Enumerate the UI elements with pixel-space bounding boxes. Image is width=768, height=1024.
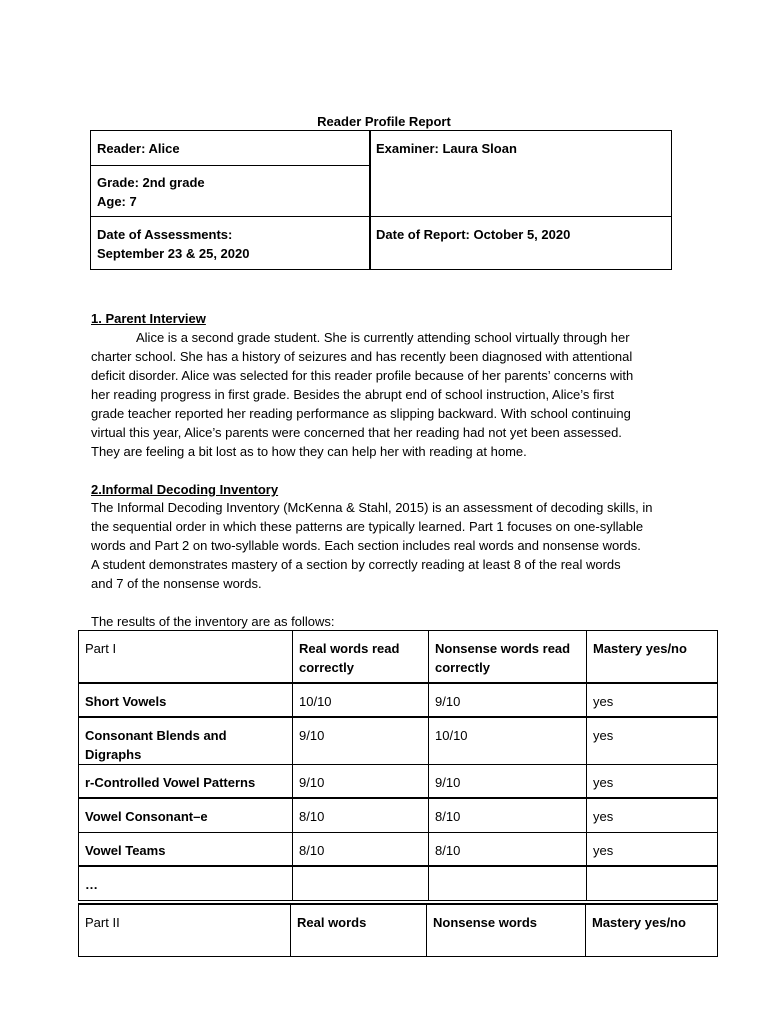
report-date: Date of Report: October 5, 2020 xyxy=(376,227,571,242)
header-divider-vertical xyxy=(369,131,371,269)
skill-cell: … xyxy=(79,866,293,900)
header-mastery: Mastery yes/no xyxy=(586,904,718,956)
nonsense-score-cell: 9/10 xyxy=(429,683,587,717)
paragraph-line: her reading progress in first grade. Besides the abrupt end of school instruction, Alice’s first xyxy=(91,387,614,402)
header-real-words: Real words read correctly xyxy=(293,631,429,683)
paragraph-line: words and Part 2 on two-syllable words. Each section includes real words and nonsense words. xyxy=(91,538,641,553)
table-header-row xyxy=(79,904,718,956)
reader-grade: Grade: 2nd grade xyxy=(97,175,205,190)
mastery-cell: yes xyxy=(587,683,718,717)
nonsense-score-cell: 8/10 xyxy=(429,798,587,832)
mastery-cell: yes xyxy=(587,764,718,798)
table-row xyxy=(79,798,718,832)
decoding-inventory-paragraph xyxy=(91,498,681,593)
paragraph-line: Alice is a second grade student. She is currently attending school virtually through her xyxy=(136,330,630,345)
mastery-cell: yes xyxy=(587,832,718,866)
paragraph-line: A student demonstrates mastery of a section by correctly reading at least 8 of the real words xyxy=(91,557,621,572)
real-score-cell: 9/10 xyxy=(293,764,429,798)
mastery-cell: yes xyxy=(587,717,718,765)
reader-age: Age: 7 xyxy=(97,194,137,209)
table-row xyxy=(79,683,718,717)
skill-cell: Vowel Teams xyxy=(79,832,293,866)
header-mastery: Mastery yes/no xyxy=(587,631,718,683)
header-nonsense-words: Nonsense words xyxy=(427,904,586,956)
table-row xyxy=(79,866,718,900)
part1-results-table xyxy=(78,630,718,901)
page-title: Reader Profile Report xyxy=(317,114,451,129)
real-score-cell: 10/10 xyxy=(293,683,429,717)
paragraph-line: the sequential order in which these patterns are typically learned. Part 1 focuses on one-syllable xyxy=(91,519,644,534)
paragraph-line: The Informal Decoding Inventory (McKenna & Stahl, 2015) is an assessment of decoding skills, in xyxy=(91,500,653,515)
real-score-cell xyxy=(293,866,429,900)
section-heading-parent-interview: 1. Parent Interview xyxy=(91,311,206,326)
table-row xyxy=(79,832,718,866)
assessment-date-label: Date of Assessments: xyxy=(97,227,233,242)
skill-cell: Short Vowels xyxy=(79,683,293,717)
header-real-words: Real words xyxy=(291,904,427,956)
table-header-row xyxy=(79,631,718,683)
paragraph-line: charter school. She has a history of seizures and has recently been diagnosed with attentional xyxy=(91,349,633,364)
header-part: Part I xyxy=(79,631,293,683)
real-score-cell: 8/10 xyxy=(293,798,429,832)
section-heading-decoding-inventory: 2.Informal Decoding Inventory xyxy=(91,482,279,497)
results-intro: The results of the inventory are as follows: xyxy=(91,614,335,629)
skill-cell: r-Controlled Vowel Patterns xyxy=(79,764,293,798)
nonsense-score-cell: 9/10 xyxy=(429,764,587,798)
nonsense-score-cell: 10/10 xyxy=(429,717,587,765)
header-nonsense-words: Nonsense words read correctly xyxy=(429,631,587,683)
real-score-cell: 8/10 xyxy=(293,832,429,866)
real-score-cell: 9/10 xyxy=(293,717,429,765)
paragraph-line: deficit disorder. Alice was selected for this reader profile because of her parents’ concerns with xyxy=(91,368,634,383)
skill-cell: Vowel Consonant–e xyxy=(79,798,293,832)
nonsense-score-cell xyxy=(429,866,587,900)
header-part: Part II xyxy=(79,904,291,956)
reader-name: Reader: Alice xyxy=(97,141,180,156)
header-divider-full xyxy=(91,216,671,217)
paragraph-line: grade teacher reported her reading performance as slipping backward. With school continuing xyxy=(91,406,631,421)
examiner-name: Examiner: Laura Sloan xyxy=(376,141,517,156)
nonsense-score-cell: 8/10 xyxy=(429,832,587,866)
table-row xyxy=(79,717,718,765)
table-row xyxy=(79,764,718,798)
report-header-table xyxy=(90,130,672,270)
mastery-cell: yes xyxy=(587,798,718,832)
parent-interview-paragraph xyxy=(91,328,681,461)
paragraph-line: virtual this year, Alice’s parents were concerned that her reading had not yet been assessed. xyxy=(91,425,622,440)
skill-cell: Consonant Blends and Digraphs xyxy=(79,717,293,765)
mastery-cell xyxy=(587,866,718,900)
header-divider-left xyxy=(91,165,370,166)
part2-results-table xyxy=(78,903,718,957)
paragraph-line: and 7 of the nonsense words. xyxy=(91,576,262,591)
paragraph-line: They are feeling a bit lost as to how they can help her with reading at home. xyxy=(91,444,527,459)
assessment-date-value: September 23 & 25, 2020 xyxy=(97,246,250,261)
